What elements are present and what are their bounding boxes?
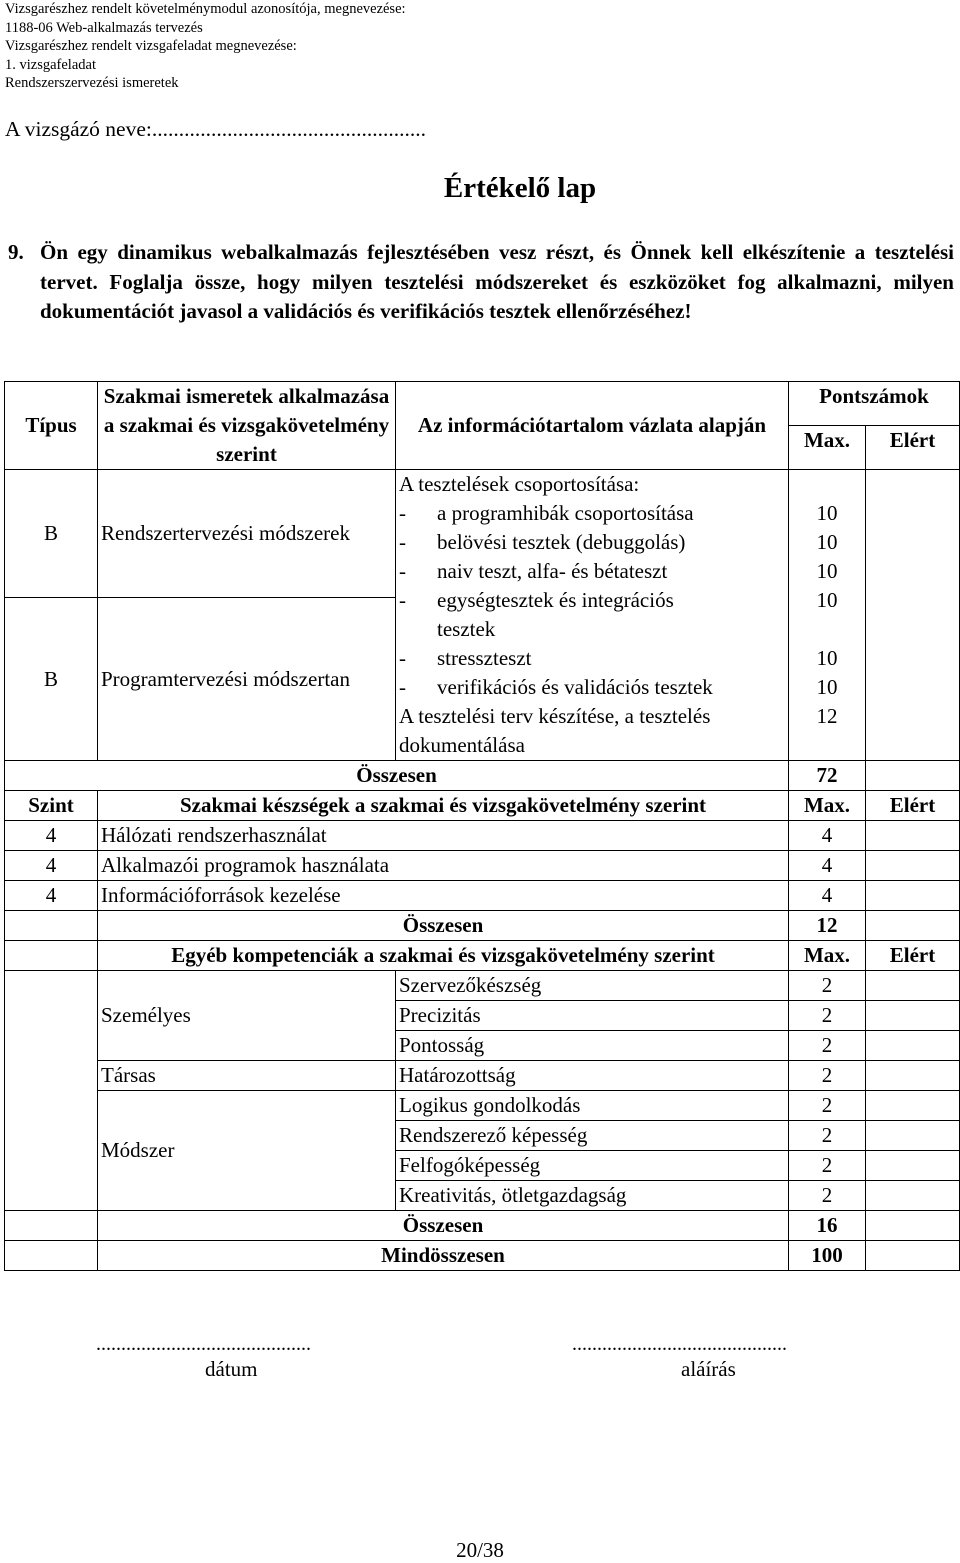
skills-max-header: Max. [789,791,866,821]
competency-max: 2 [789,1091,866,1121]
other-header: Egyéb kompetenciák a szakmai és vizsgakövetelmény szerint [98,941,789,971]
competency-achieved [866,1151,960,1181]
knowledge-total: 72 [789,761,866,791]
skill-achieved [866,881,960,911]
header-line: 1188-06 Web-alkalmazás tervezés [5,19,203,36]
other-max-header: Max. [789,941,866,971]
competency-group: Társas [98,1061,396,1091]
outline-header: Az információtartalom vázlata alapján [396,382,789,470]
skill-achieved [866,821,960,851]
signature-label: aláírás [681,1357,736,1381]
page-title: Értékelő lap [443,172,597,204]
other-blank [5,971,98,1211]
date-signature-line: ........................................... [96,1333,311,1355]
level-header: Szint [5,791,98,821]
competency-max: 2 [789,971,866,1001]
skill-level: 4 [5,821,98,851]
competency-name: Logikus gondolkodás [396,1091,789,1121]
competency-achieved [866,1061,960,1091]
max-point: 10 [816,559,838,583]
competency-name: Pontosság [396,1031,789,1061]
grand-total-achieved [866,1241,960,1271]
competency-name: Rendszerező képesség [396,1121,789,1151]
signature-line: ........................................... [572,1333,787,1355]
other-total: 16 [789,1211,866,1241]
competency-name: Szervezőkészség [396,971,789,1001]
page-header [5,0,406,93]
skill-name: Alkalmazói programok használata [98,851,789,881]
max-point: 10 [816,501,838,525]
outline-line: - verifikációs és validációs tesztek [399,675,713,699]
skills-header: Szakmai készségek a szakmai és vizsgakövetelmény szerint [98,791,789,821]
skills-total-label: Összesen [98,911,789,941]
task-text: Ön egy dinamikus webalkalmazás fejlesztésében vesz részt, és Önnek kell elkészítenie a tesztelési tervet. Foglalja össze, hogy milyen tesztelési módszereket és eszközöket fog alkalmazni, milyen dokumentációt javasol a validációs és verifikációs tesztek ellenőrzéséhez! [40,240,954,323]
competency-group: Módszer [98,1091,396,1211]
competency-max: 2 [789,1181,866,1211]
competency-name: Kreativitás, ötletgazdagság [396,1181,789,1211]
skill-name: Hálózati rendszerhasználat [98,821,789,851]
outline-line: dokumentálása [399,733,525,757]
competency-achieved [866,1001,960,1031]
outline-line: - a programhibák csoportosítása [399,501,694,525]
competency-max: 2 [789,1001,866,1031]
skills-total-blank [5,911,98,941]
outline-cell [396,470,789,761]
max-points-cell [789,470,866,761]
knowledge-total-label: Összesen [5,761,789,791]
points-header: Pontszámok [789,382,960,426]
competency-max: 2 [789,1151,866,1181]
competency-name: Határozottság [396,1061,789,1091]
skill-level: 4 [5,881,98,911]
skills-achieved-header: Elért [866,791,960,821]
competency-achieved [866,1091,960,1121]
competency-max: 2 [789,1121,866,1151]
skill-level: 4 [5,851,98,881]
skill-max: 4 [789,851,866,881]
grand-total: 100 [789,1241,866,1271]
other-achieved-header: Elért [866,941,960,971]
candidate-name-field: A vizsgázó neve:................................................... [5,117,426,141]
other-header-blank [5,941,98,971]
competency-achieved [866,971,960,1001]
header-line: Vizsgarészhez rendelt vizsgafeladat megnevezése: [5,38,297,55]
achieved-points-cell [866,470,960,761]
outline-line: tesztek [437,617,496,641]
other-total-blank [5,1211,98,1241]
achieved-header: Elért [866,426,960,470]
skill-name: Információforrások kezelése [98,881,789,911]
type-cell: B [5,470,98,598]
knowledge-cell: Programtervezési módszertan [98,598,396,761]
competency-name: Precizitás [396,1001,789,1031]
max-point: 12 [816,704,838,728]
date-label: dátum [205,1357,258,1381]
max-point: 10 [816,675,838,699]
header-line: 1. vizsgafeladat [5,56,96,73]
max-header: Max. [789,426,866,470]
max-point: 10 [816,588,838,612]
page-number: 20/38 [456,1538,504,1562]
header-line: Vizsgarészhez rendelt követelménymodul azonosítója, megnevezése: [5,1,406,17]
competency-achieved [866,1181,960,1211]
grand-total-label: Mindösszesen [98,1241,789,1271]
knowledge-header: Szakmai ismeretek alkalmazása a szakmai és vizsgakövetelmény szerint [98,382,396,470]
grand-total-blank [5,1241,98,1271]
competency-group: Személyes [98,971,396,1061]
other-total-label: Összesen [98,1211,789,1241]
competency-max: 2 [789,1061,866,1091]
skills-total-achieved [866,911,960,941]
competency-name: Felfogóképesség [396,1151,789,1181]
outline-line: - belövési tesztek (debuggolás) [399,530,686,554]
task-number: 9. [8,240,24,264]
max-point: 10 [816,530,838,554]
competency-max: 2 [789,1031,866,1061]
type-cell: B [5,598,98,761]
competency-achieved [866,1031,960,1061]
outline-line: - egységtesztek és integrációs [399,588,674,612]
skill-max: 4 [789,881,866,911]
task-description [8,238,954,327]
outline-line: A tesztelési terv készítése, a tesztelés [399,704,711,728]
header-line: Rendszerszervezési ismeretek [5,75,179,92]
max-point: 10 [816,646,838,670]
knowledge-cell: Rendszertervezési módszerek [98,470,396,598]
other-total-achieved [866,1211,960,1241]
evaluation-table [4,381,960,1271]
outline-line: - naiv teszt, alfa- és bétateszt [399,559,668,583]
skills-total: 12 [789,911,866,941]
knowledge-total-achieved [866,761,960,791]
outline-line: - stresszteszt [399,646,532,670]
skill-max: 4 [789,821,866,851]
type-header: Típus [5,382,98,470]
competency-achieved [866,1121,960,1151]
skill-achieved [866,851,960,881]
outline-line: A tesztelések csoportosítása: [399,472,640,496]
